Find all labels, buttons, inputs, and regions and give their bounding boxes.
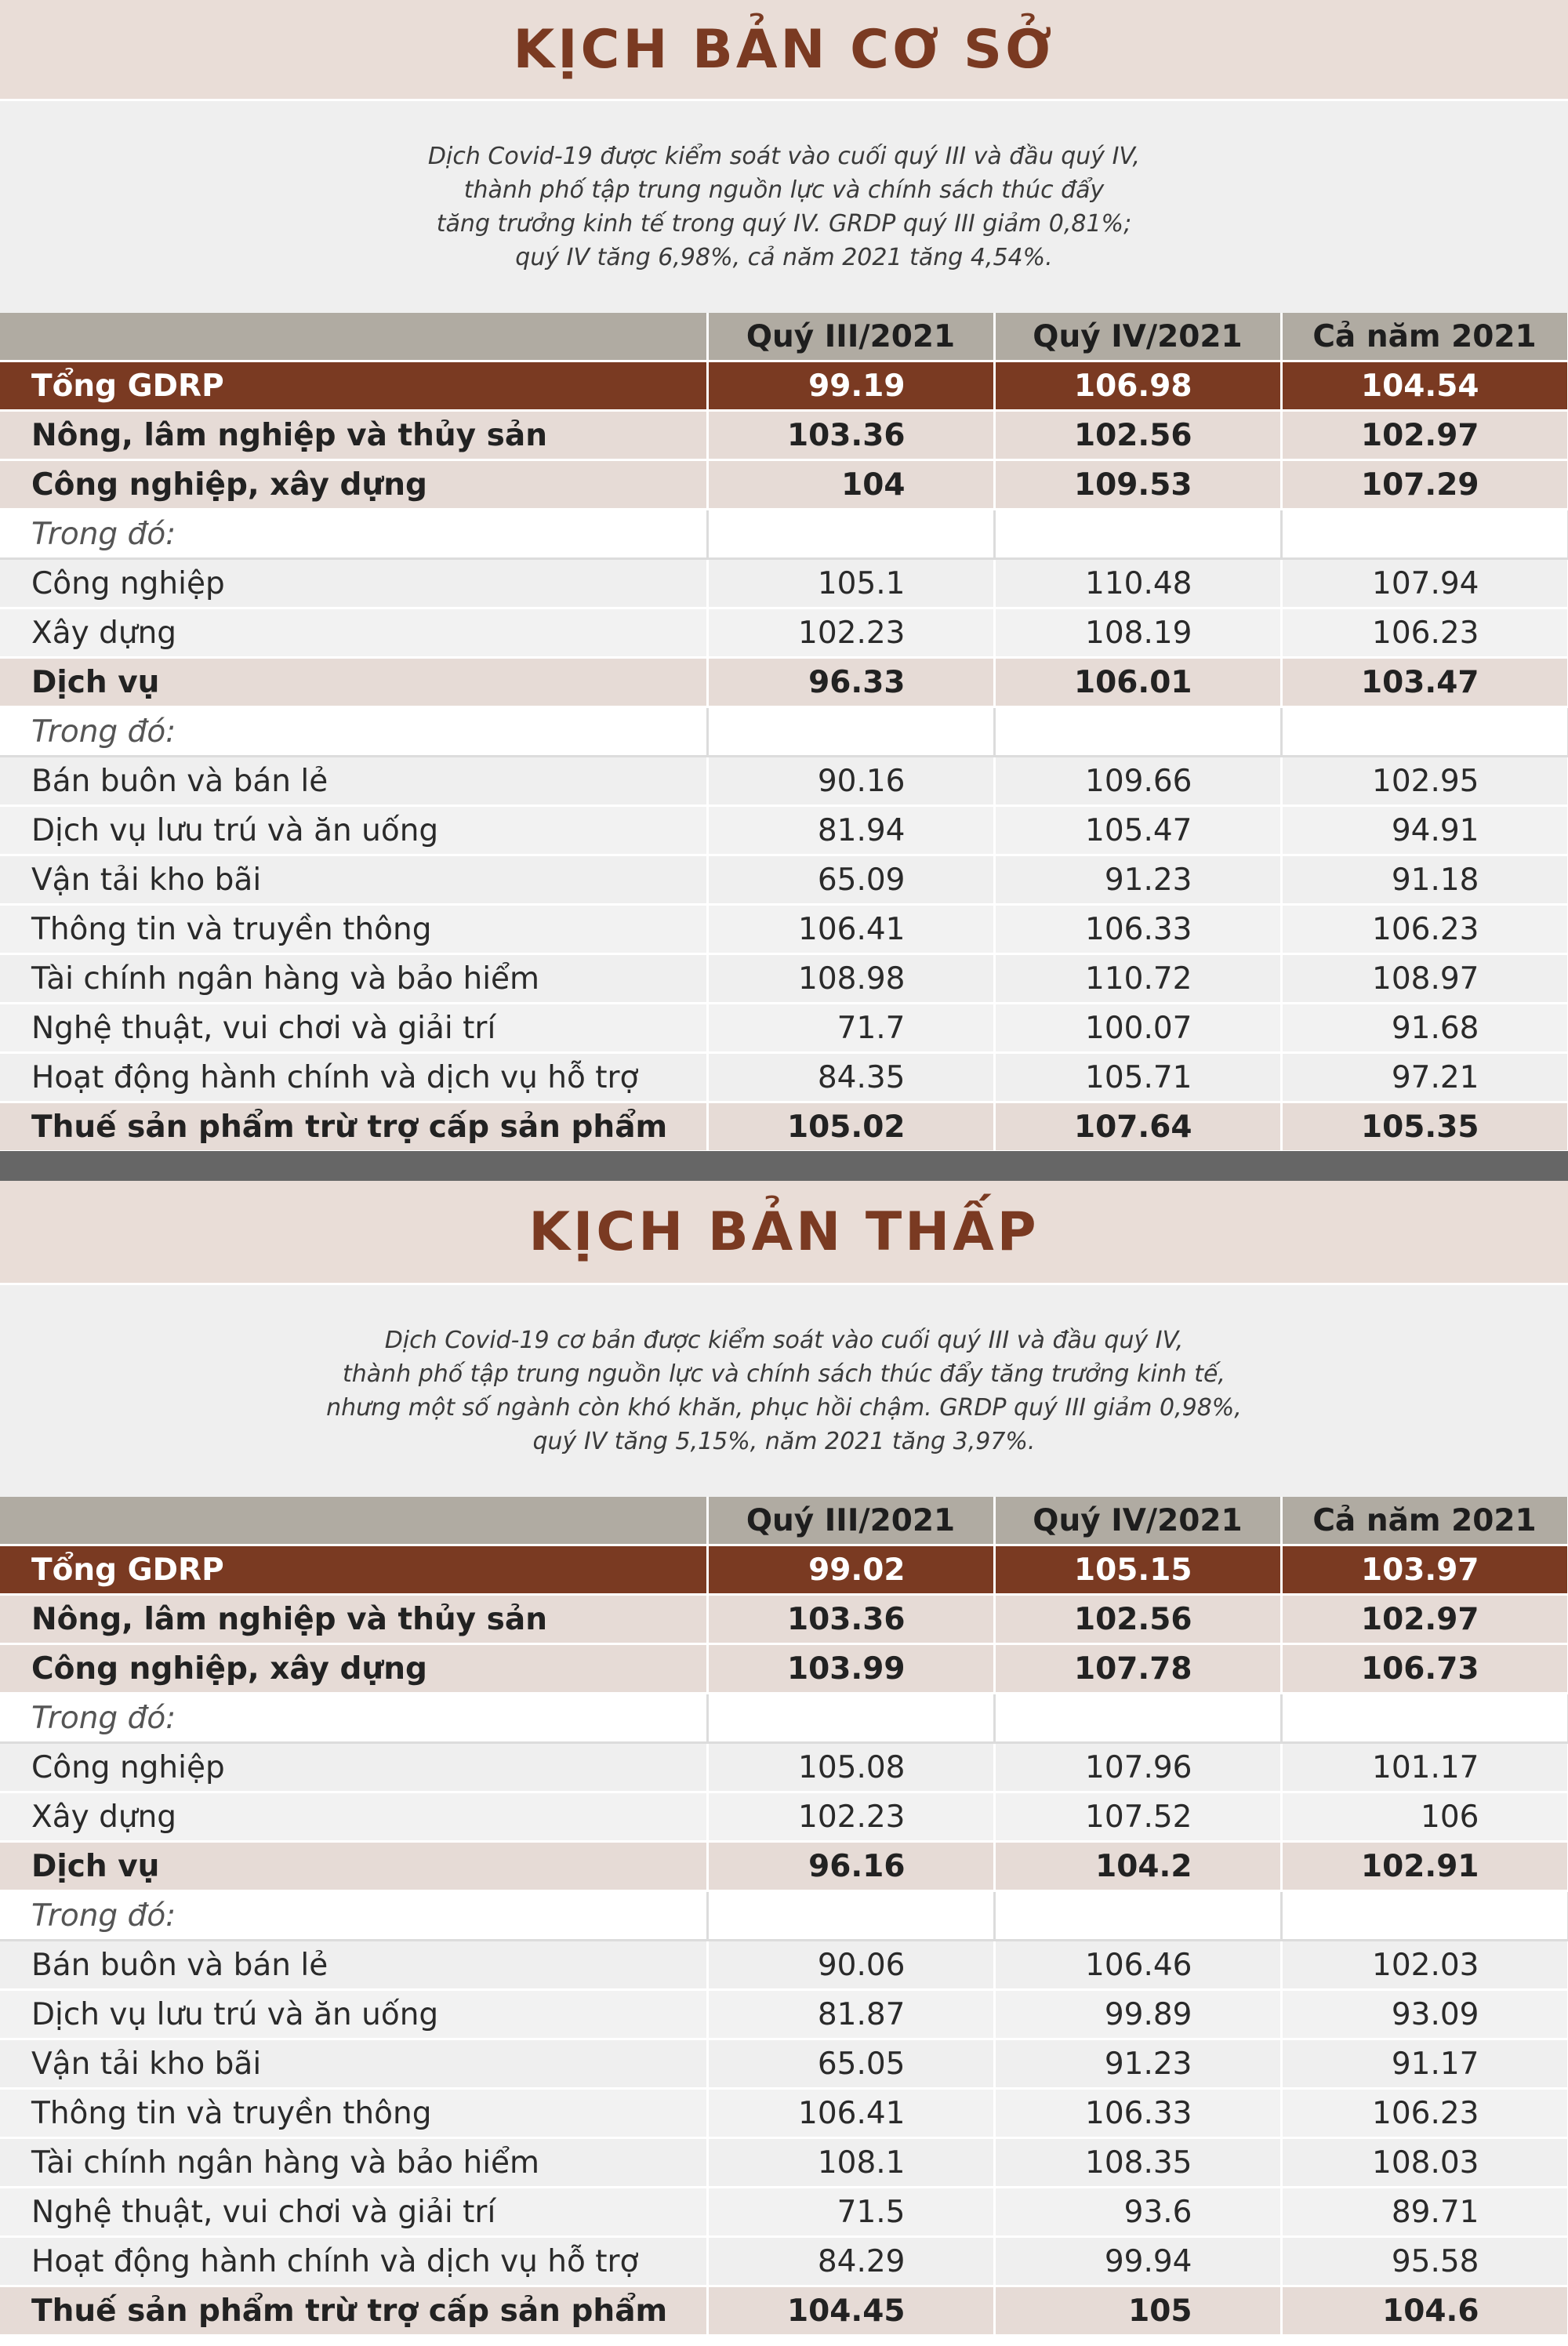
column-header-q3: Quý III/2021: [707, 313, 994, 361]
row-label: Xây dựng: [0, 1792, 707, 1842]
row-label: Tổng GDRP: [0, 1545, 707, 1595]
row-label: Thông tin và truyền thông: [0, 2089, 707, 2138]
row-label: Tài chính ngân hàng và bảo hiểm: [0, 2138, 707, 2188]
value-q4: [994, 1891, 1281, 1941]
row-label: Trong đó:: [0, 1694, 707, 1743]
table-row: [0, 1004, 1568, 1053]
value-q4: 106.46: [994, 1941, 1281, 1990]
scenario-description: Dịch Covid-19 cơ bản được kiểm soát vào cuối quý III và đầu quý IV, thành phố tập trung nguồn lực và chính sách thúc đẩy tăng trưởng kinh tế, nhưng một số ngành còn khó khăn, phục hồi chậm. GRDP quý III giảm 0,98%, quý IV tăng 5,15%, năm 2021 tăng 3,97%.: [326, 1327, 1242, 1455]
column-header-q4: Quý IV/2021: [994, 313, 1281, 361]
value-year: 93.09: [1281, 1990, 1568, 2039]
table-header-row: [0, 313, 1568, 361]
row-label: Dịch vụ: [0, 1842, 707, 1891]
value-year: 95.58: [1281, 2237, 1568, 2286]
value-year: 106.23: [1281, 608, 1568, 658]
value-year: 91.17: [1281, 2039, 1568, 2089]
value-q3: 81.87: [707, 1990, 994, 2039]
scenario-description: Dịch Covid-19 được kiểm soát vào cuối quý III và đầu quý IV, thành phố tập trung nguồn lực và chính sách thúc đẩy tăng trưởng kinh tế trong quý IV. GRDP quý III giảm 0,81%; quý IV tăng 6,98%, cả năm 2021 tăng 4,54%.: [427, 143, 1141, 271]
value-year: 102.95: [1281, 757, 1568, 806]
table-header-row: [0, 1497, 1568, 1545]
section-divider: [0, 1151, 1568, 1181]
value-year: 103.97: [1281, 1545, 1568, 1595]
value-q3: 105.02: [707, 1102, 994, 1152]
row-label: Trong đó:: [0, 510, 707, 559]
value-year: 105.35: [1281, 1102, 1568, 1152]
table-row: [0, 855, 1568, 905]
value-q3: [707, 1891, 994, 1941]
value-q3: 65.05: [707, 2039, 994, 2089]
row-label: Thuế sản phẩm trừ trợ cấp sản phẩm: [0, 2286, 707, 2336]
table-row: [0, 2089, 1568, 2138]
value-q4: 102.56: [994, 411, 1281, 460]
table-row: [0, 707, 1568, 757]
value-year: 106.73: [1281, 1644, 1568, 1694]
value-q4: 106.33: [994, 905, 1281, 954]
table-row: [0, 460, 1568, 510]
row-label: Thông tin và truyền thông: [0, 905, 707, 954]
scenario-table: [0, 313, 1568, 1153]
value-q4: 109.66: [994, 757, 1281, 806]
value-q4: 105.71: [994, 1053, 1281, 1102]
table-row: [0, 1743, 1568, 1792]
value-q3: 90.06: [707, 1941, 994, 1990]
value-q3: 81.94: [707, 806, 994, 855]
row-label: Công nghiệp, xây dựng: [0, 1644, 707, 1694]
value-q3: 106.41: [707, 905, 994, 954]
value-year: 106.23: [1281, 905, 1568, 954]
row-label: Tài chính ngân hàng và bảo hiểm: [0, 954, 707, 1004]
value-q3: [707, 510, 994, 559]
value-year: 108.97: [1281, 954, 1568, 1004]
table-row: [0, 2138, 1568, 2188]
header-blank-cell: [0, 313, 707, 361]
value-year: 97.21: [1281, 1053, 1568, 1102]
scenario-title: KỊCH BẢN CƠ SỞ: [513, 18, 1055, 81]
value-q3: 105.08: [707, 1743, 994, 1792]
value-q4: 104.2: [994, 1842, 1281, 1891]
header-blank-cell: [0, 1497, 707, 1545]
scenario-description-band: [0, 1285, 1568, 1497]
column-header-year: Cả năm 2021: [1281, 1497, 1568, 1545]
row-label: Hoạt động hành chính và dịch vụ hỗ trợ: [0, 2237, 707, 2286]
row-label: Công nghiệp: [0, 559, 707, 608]
table-row: [0, 1990, 1568, 2039]
value-q3: [707, 1694, 994, 1743]
value-q4: 107.78: [994, 1644, 1281, 1694]
table-row: [0, 510, 1568, 559]
table-row: [0, 2286, 1568, 2336]
value-q3: 103.99: [707, 1644, 994, 1694]
row-label: Dịch vụ lưu trú và ăn uống: [0, 806, 707, 855]
table-row: [0, 1694, 1568, 1743]
table-row: [0, 1891, 1568, 1941]
table-row: [0, 658, 1568, 707]
value-q3: 108.1: [707, 2138, 994, 2188]
value-year: 91.18: [1281, 855, 1568, 905]
row-label: Bán buôn và bán lẻ: [0, 1941, 707, 1990]
table-row: [0, 2039, 1568, 2089]
value-year: 102.97: [1281, 411, 1568, 460]
value-year: 107.29: [1281, 460, 1568, 510]
table-row: [0, 1053, 1568, 1102]
row-label: Thuế sản phẩm trừ trợ cấp sản phẩm: [0, 1102, 707, 1152]
row-label: Nông, lâm nghiệp và thủy sản: [0, 1595, 707, 1644]
value-q3: 65.09: [707, 855, 994, 905]
value-year: 91.68: [1281, 1004, 1568, 1053]
row-label: Công nghiệp: [0, 1743, 707, 1792]
value-q3: 99.02: [707, 1545, 994, 1595]
value-q4: 106.33: [994, 2089, 1281, 2138]
column-header-q4: Quý IV/2021: [994, 1497, 1281, 1545]
value-q4: 105.15: [994, 1545, 1281, 1595]
value-q3: 102.23: [707, 1792, 994, 1842]
value-year: [1281, 510, 1568, 559]
table-row: [0, 2237, 1568, 2286]
value-q4: 107.96: [994, 1743, 1281, 1792]
row-label: Nghệ thuật, vui chơi và giải trí: [0, 2188, 707, 2237]
value-year: 94.91: [1281, 806, 1568, 855]
value-q4: [994, 1694, 1281, 1743]
value-q3: 104.45: [707, 2286, 994, 2336]
table-body: [0, 1545, 1568, 2336]
row-label: Bán buôn và bán lẻ: [0, 757, 707, 806]
table-row: [0, 1644, 1568, 1694]
value-q4: 102.56: [994, 1595, 1281, 1644]
table-row: [0, 954, 1568, 1004]
value-year: 104.6: [1281, 2286, 1568, 2336]
value-q3: 105.1: [707, 559, 994, 608]
value-q3: 106.41: [707, 2089, 994, 2138]
table-row: [0, 1545, 1568, 1595]
scenario-base: [0, 0, 1568, 1153]
row-label: Dịch vụ: [0, 658, 707, 707]
value-year: 89.71: [1281, 2188, 1568, 2237]
table-row: [0, 757, 1568, 806]
value-q3: 104: [707, 460, 994, 510]
row-label: Xây dựng: [0, 608, 707, 658]
value-q3: 84.35: [707, 1053, 994, 1102]
value-year: 103.47: [1281, 658, 1568, 707]
row-label: Trong đó:: [0, 1891, 707, 1941]
value-q3: 96.16: [707, 1842, 994, 1891]
table-row: [0, 1842, 1568, 1891]
value-year: [1281, 707, 1568, 757]
value-year: [1281, 1694, 1568, 1743]
column-header-year: Cả năm 2021: [1281, 313, 1568, 361]
value-q3: 71.7: [707, 1004, 994, 1053]
value-year: 106.23: [1281, 2089, 1568, 2138]
value-q3: 84.29: [707, 2237, 994, 2286]
value-q4: 99.89: [994, 1990, 1281, 2039]
scenario-title-band: [0, 0, 1568, 101]
value-q4: 106.98: [994, 361, 1281, 411]
table-row: [0, 2188, 1568, 2237]
table-row: [0, 559, 1568, 608]
table-row: [0, 806, 1568, 855]
value-q4: 100.07: [994, 1004, 1281, 1053]
table-row: [0, 1792, 1568, 1842]
value-year: 102.03: [1281, 1941, 1568, 1990]
scenario-title-band: [0, 1181, 1568, 1285]
value-q3: 102.23: [707, 608, 994, 658]
value-year: 106: [1281, 1792, 1568, 1842]
row-label: Nông, lâm nghiệp và thủy sản: [0, 411, 707, 460]
scenario-low: [0, 1181, 1568, 2337]
value-q3: 108.98: [707, 954, 994, 1004]
value-q4: 93.6: [994, 2188, 1281, 2237]
value-q4: 106.01: [994, 658, 1281, 707]
value-year: 102.91: [1281, 1842, 1568, 1891]
value-year: 104.54: [1281, 361, 1568, 411]
table-row: [0, 1595, 1568, 1644]
table-row: [0, 1941, 1568, 1990]
table-row: [0, 905, 1568, 954]
value-q4: 91.23: [994, 855, 1281, 905]
value-q4: 108.35: [994, 2138, 1281, 2188]
row-label: Vận tải kho bãi: [0, 855, 707, 905]
table-row: [0, 1102, 1568, 1152]
value-q3: [707, 707, 994, 757]
row-label: Tổng GDRP: [0, 361, 707, 411]
value-q4: 107.64: [994, 1102, 1281, 1152]
column-header-q3: Quý III/2021: [707, 1497, 994, 1545]
value-q4: 91.23: [994, 2039, 1281, 2089]
value-q4: 107.52: [994, 1792, 1281, 1842]
table-row: [0, 608, 1568, 658]
value-q4: [994, 707, 1281, 757]
value-q4: 108.19: [994, 608, 1281, 658]
value-q4: 110.48: [994, 559, 1281, 608]
table-row: [0, 361, 1568, 411]
value-q4: 105: [994, 2286, 1281, 2336]
scenario-table: [0, 1497, 1568, 2337]
value-q3: 103.36: [707, 1595, 994, 1644]
row-label: Công nghiệp, xây dựng: [0, 460, 707, 510]
value-year: [1281, 1891, 1568, 1941]
value-q4: [994, 510, 1281, 559]
scenario-title: KỊCH BẢN THẤP: [528, 1200, 1040, 1263]
row-label: Dịch vụ lưu trú và ăn uống: [0, 1990, 707, 2039]
value-year: 108.03: [1281, 2138, 1568, 2188]
value-q3: 90.16: [707, 757, 994, 806]
value-q4: 99.94: [994, 2237, 1281, 2286]
value-year: 101.17: [1281, 1743, 1568, 1792]
row-label: Trong đó:: [0, 707, 707, 757]
value-year: 107.94: [1281, 559, 1568, 608]
scenario-description-band: [0, 101, 1568, 313]
row-label: Nghệ thuật, vui chơi và giải trí: [0, 1004, 707, 1053]
value-q3: 99.19: [707, 361, 994, 411]
value-q4: 109.53: [994, 460, 1281, 510]
value-q4: 110.72: [994, 954, 1281, 1004]
value-q3: 103.36: [707, 411, 994, 460]
value-q3: 96.33: [707, 658, 994, 707]
row-label: Hoạt động hành chính và dịch vụ hỗ trợ: [0, 1053, 707, 1102]
table-row: [0, 411, 1568, 460]
value-q3: 71.5: [707, 2188, 994, 2237]
row-label: Vận tải kho bãi: [0, 2039, 707, 2089]
value-year: 102.97: [1281, 1595, 1568, 1644]
value-q4: 105.47: [994, 806, 1281, 855]
table-body: [0, 361, 1568, 1152]
